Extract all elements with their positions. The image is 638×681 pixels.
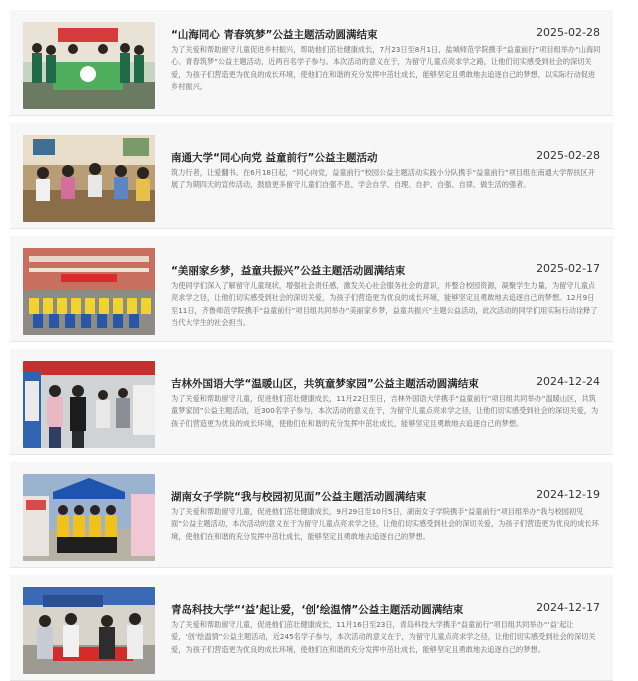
news-thumbnail[interactable] — [23, 248, 155, 335]
news-thumbnail[interactable] — [23, 135, 155, 222]
news-date: 2024-12-17 — [536, 601, 600, 614]
news-title[interactable]: “美丽家乡梦，益童共振兴”公益主题活动圆满结束 — [171, 265, 406, 277]
street-banner-image — [23, 587, 155, 674]
news-title[interactable]: 吉林外国语大学“温暖山区，共筑童梦家园”公益主题活动圆满结束 — [171, 378, 479, 390]
news-thumbnail[interactable] — [23, 22, 155, 109]
news-date: 2025-02-28 — [536, 26, 600, 39]
news-list — [0, 10, 638, 681]
news-summary: 为了关爱和帮助留守儿童，促进他们茁壮健康成长，11月22日至日，吉林外国语大学携手“益童前行”项目组共同举办“温暖山区，共筑童梦家园”公益主题活动，近300名学子参与，本次活动的意义在于，为留守儿童点亮求学之径，让他们切实感受到社会的深切关爱，为孩子们营造更为优良的成长环境，使他们在和谐的充分发挥中茁壮成长，能够坚定且勇敢地去追逐自己的梦想。 — [171, 394, 599, 428]
news-title[interactable]: 南通大学“同心向党 益童前行”公益主题活动 — [171, 152, 378, 164]
news-thumbnail[interactable] — [23, 587, 155, 674]
news-thumbnail[interactable] — [23, 474, 155, 561]
news-title[interactable]: 湖南女子学院“我与校园初见面”公益主题活动圆满结束 — [171, 491, 427, 503]
news-item[interactable] — [10, 236, 613, 342]
news-summary: 为使同学们深入了解留守儿童现状，增强社会责任感，激发关心社会服务社会的意识，并整合校园资源，凝聚学生力量，为留守儿童点亮求学之径，让他们切实感受到社会的深切关爱，为孩子们营造更为优良的成长环境，能够坚定且勇敢地去追逐自己的梦想。12月9日至11日，齐鲁师范学院携手“益童前行”项目组共同举办“美丽家乡梦，益童共振兴”主题公益活动，此次活动的同学们用实际行动诠释了当代大学生的社会担当。 — [171, 281, 598, 328]
outdoor-booth-image — [23, 361, 155, 448]
news-title[interactable]: “山海同心 青春筑梦”公益主题活动圆满结束 — [171, 29, 378, 41]
group-photo-with-banner-image — [23, 22, 155, 109]
classroom-children-image — [23, 135, 155, 222]
news-item[interactable] — [10, 10, 613, 116]
news-item[interactable] — [10, 123, 613, 229]
news-date: 2025-02-28 — [536, 149, 600, 162]
news-title[interactable]: 青岛科技大学“‘益’起让爱，‘创’绘温情”公益主题活动圆满结束 — [171, 604, 464, 616]
news-item[interactable] — [10, 575, 613, 681]
news-thumbnail[interactable] — [23, 361, 155, 448]
news-item[interactable] — [10, 462, 613, 568]
news-summary: 为了关爱和帮助留守儿童，促进他们茁壮健康成长，9月29日至10月5日，湖南女子学院携手“益童前行”项目组举办“我与校园初见面”公益主题活动，本次活动的意义在于为留守儿童点亮求学之径，让他们切实感受到社会的深切关爱，为孩子们营造更为优良的成长环境，使他们在和谐的充分发挥中茁壮成长，能够坚定且勇敢地去追逐自己的梦想。 — [171, 507, 599, 541]
news-summary: 为了关爱和帮助留守儿童促进乡村振兴，帮助他们茁壮健康成长，7月23日至8月1日，盐城师范学院携手“益童前行”项目组举办“山海同心、青春筑梦”公益主题活动，近两百名学子参与。本次活动的意义在于，为留守儿童点亮求学之路，让他们切实感受到社会的深切关爱，为孩子们营造更为优良的成长环境，使他们在和谐的充分发挥中茁壮成长，能够坚定且勇敢地去追逐自己的梦想，以实际行动促进乡村振兴。 — [171, 45, 601, 92]
news-item[interactable] — [10, 349, 613, 455]
news-summary: 筑力行者，让爱翻书。在6月18日起，“同心向党，益童前行”校园公益主题活动实践小分队携手“益童前行”项目组在南通大学帮扶区开展了为期四天的宣传活动，鼓励更多留守儿童们自强不息，学会自学、自理、自护、自强、自律、做生活的强者。 — [171, 168, 595, 190]
news-date: 2025-02-17 — [536, 262, 600, 275]
news-summary: 为了关爱和帮助留守儿童，促进他们茁壮健康成长，11月16日至23日，青岛科技大学携手“益童前行”项目组共同举办“‘益’起让爱，‘创’绘温情”公益主题活动，近245名学子参与，本次活动的意义在于，为留守儿童点亮求学之径，让他们切实感受到社会的深切关爱，为孩子们营造更为优良的成长环境，使他们在和谐的充分发挥中茁壮成长，能够坚定且勇敢地去追逐自己的梦想。 — [171, 620, 596, 654]
news-date: 2024-12-19 — [536, 488, 600, 501]
news-date: 2024-12-24 — [536, 375, 600, 388]
school-group-photo-image — [23, 248, 155, 335]
tent-volunteers-image — [23, 474, 155, 561]
